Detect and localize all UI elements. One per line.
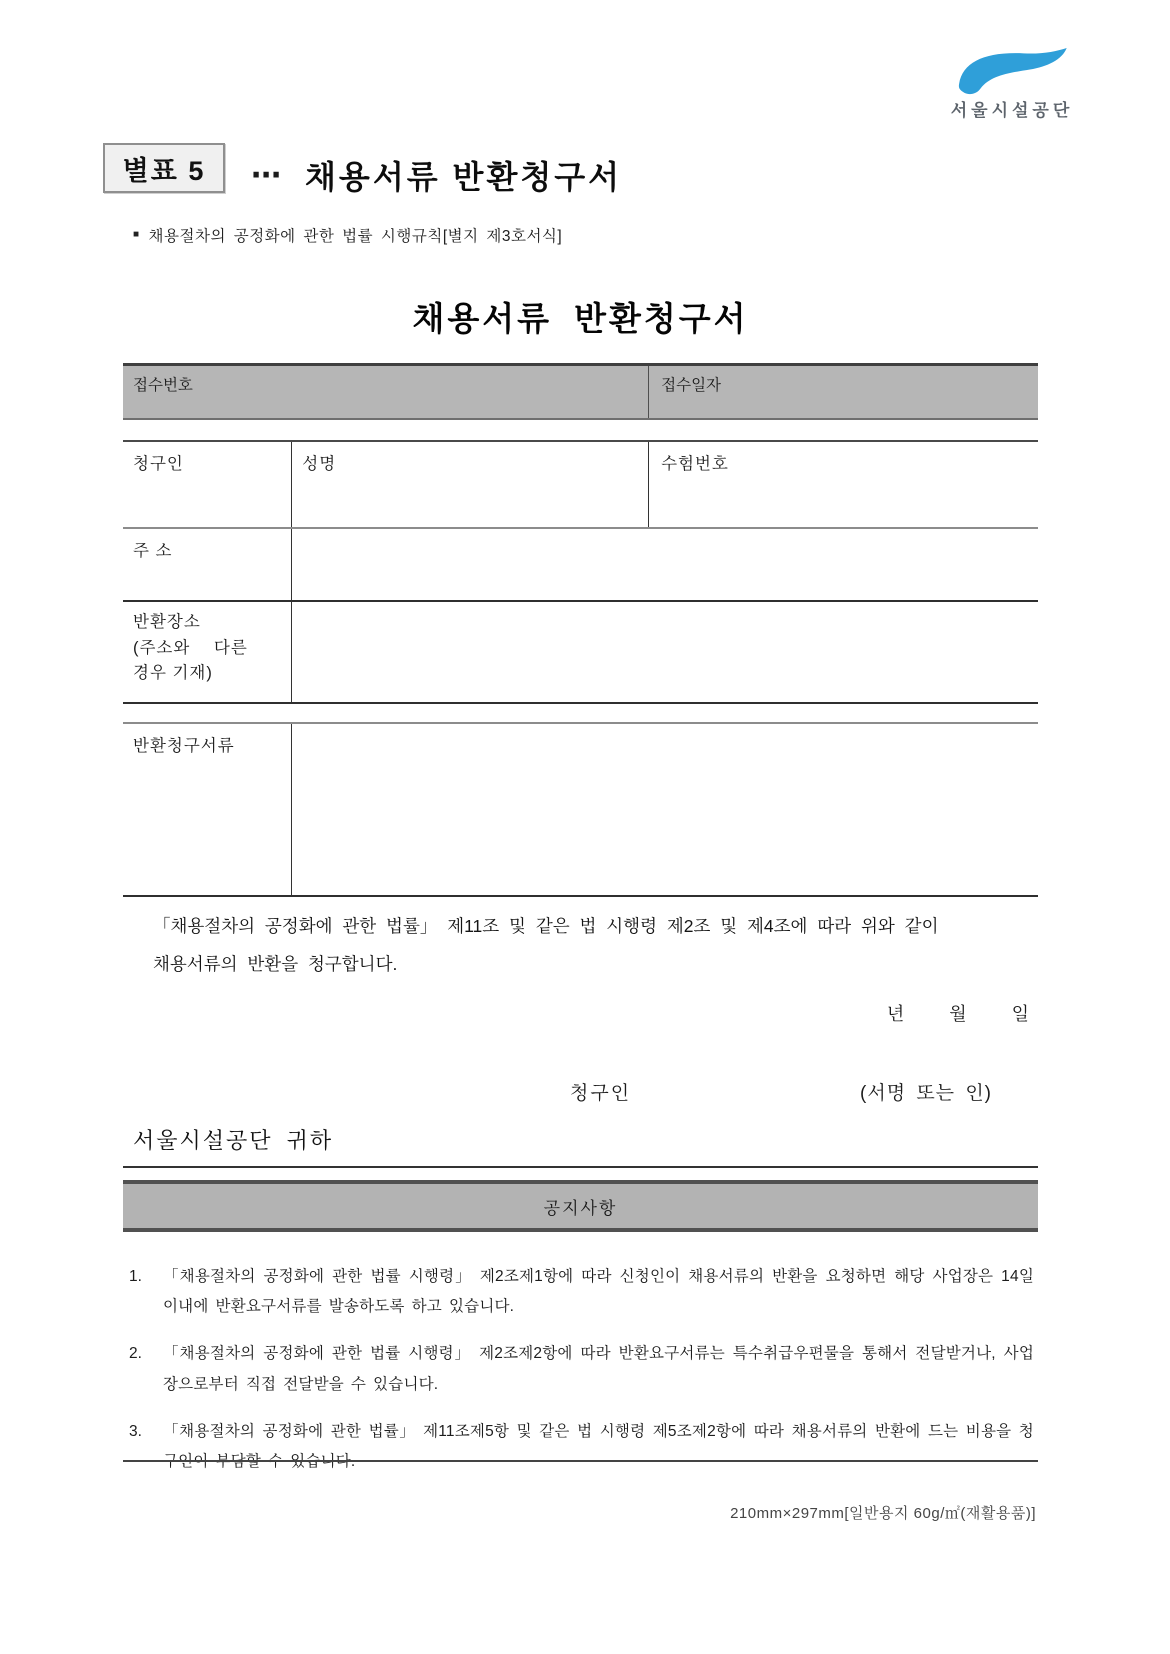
statement-line-1: 「채용절차의 공정화에 관한 법률」 제11조 및 같은 법 시행령 제2조 및 제4조에 따라 위와 같이 [153,916,939,936]
exam-number-cell: 수험번호 [661,455,729,473]
claimant-table [123,440,1038,704]
footer-rule [123,1460,1038,1462]
date-line: 년 월 일 [886,1004,1030,1024]
law-reference-text: 채용절차의 공정화에 관한 법률 시행규칙[별지 제3호서식] [148,228,563,245]
header-title: 채용서류 반환청구서 [305,159,623,195]
documents-table [123,722,1038,897]
receipt-date-cell: 접수일자 [661,377,722,394]
receipt-number-cell: 접수번호 [123,366,649,418]
annex-badge: 별표 5 [103,143,225,193]
form-title: 채용서류 반환청구서 [412,300,749,337]
return-place-label: 반환장소 (주소와 다른 경우 기재) [123,602,292,702]
table-row-return-place [123,602,1038,704]
signature-note: (서명 또는 인) [860,1083,992,1104]
documents-value-cell [292,724,1038,895]
statement-line-2: 채용서류의 반환을 청구합니다. [153,953,398,974]
name-label-cell: 성명 [292,442,649,527]
address-label: 주 소 [123,529,292,600]
list-item: 3. 「채용절차의 공정화에 관한 법률」 제11조제5항 및 같은 법 시행령 제5조제2항에 따라 채용서류의 반환에 드는 비용을 청구인이 부담할 수 있습니다. [129,1422,1034,1471]
documents-label: 반환청구서류 [123,724,292,895]
logo-text: 서울시설공단 [950,101,1074,120]
claimant-label: 청구인 [123,442,292,527]
paper-spec: 210mm×297mm[일반용지 60g/㎡(재활용품)] [730,1505,1036,1522]
content-area [123,0,1038,1654]
statement-paragraph [123,908,1038,983]
table-row-address [123,529,1038,602]
signer-label: 청구인 [570,1083,632,1104]
list-item: 2. 「채용절차의 공정화에 관한 법률 시행령」 제2조제2항에 따라 반환요구서류는 특수취급우편물을 통해서 전달받거나, 사업장으로부터 직접 전달받을 수 있습니다. [129,1345,1034,1393]
address-value-cell [292,529,1038,600]
list-item: 1. 「채용절차의 공정화에 관한 법률 시행령」 제2조제1항에 따라 신청인이 채용서류의 반환을 요청하면 해당 사업장은 14일 이내에 반환요구서류를 발송하도록 하고 있습니다. [129,1268,1034,1316]
notice-header-bar: 공지사항 [123,1180,1038,1232]
signature-row [123,1078,1038,1108]
ellipsis-dots: ⋯ [251,158,283,192]
square-bullet-icon: ■ [133,229,140,240]
table-row-claimant [123,442,1038,529]
receipt-header-row [123,363,1038,420]
divider-rule [123,1166,1038,1168]
return-place-value-cell [292,602,1038,702]
recipient-line: 서울시설공단 귀하 [133,1128,334,1153]
